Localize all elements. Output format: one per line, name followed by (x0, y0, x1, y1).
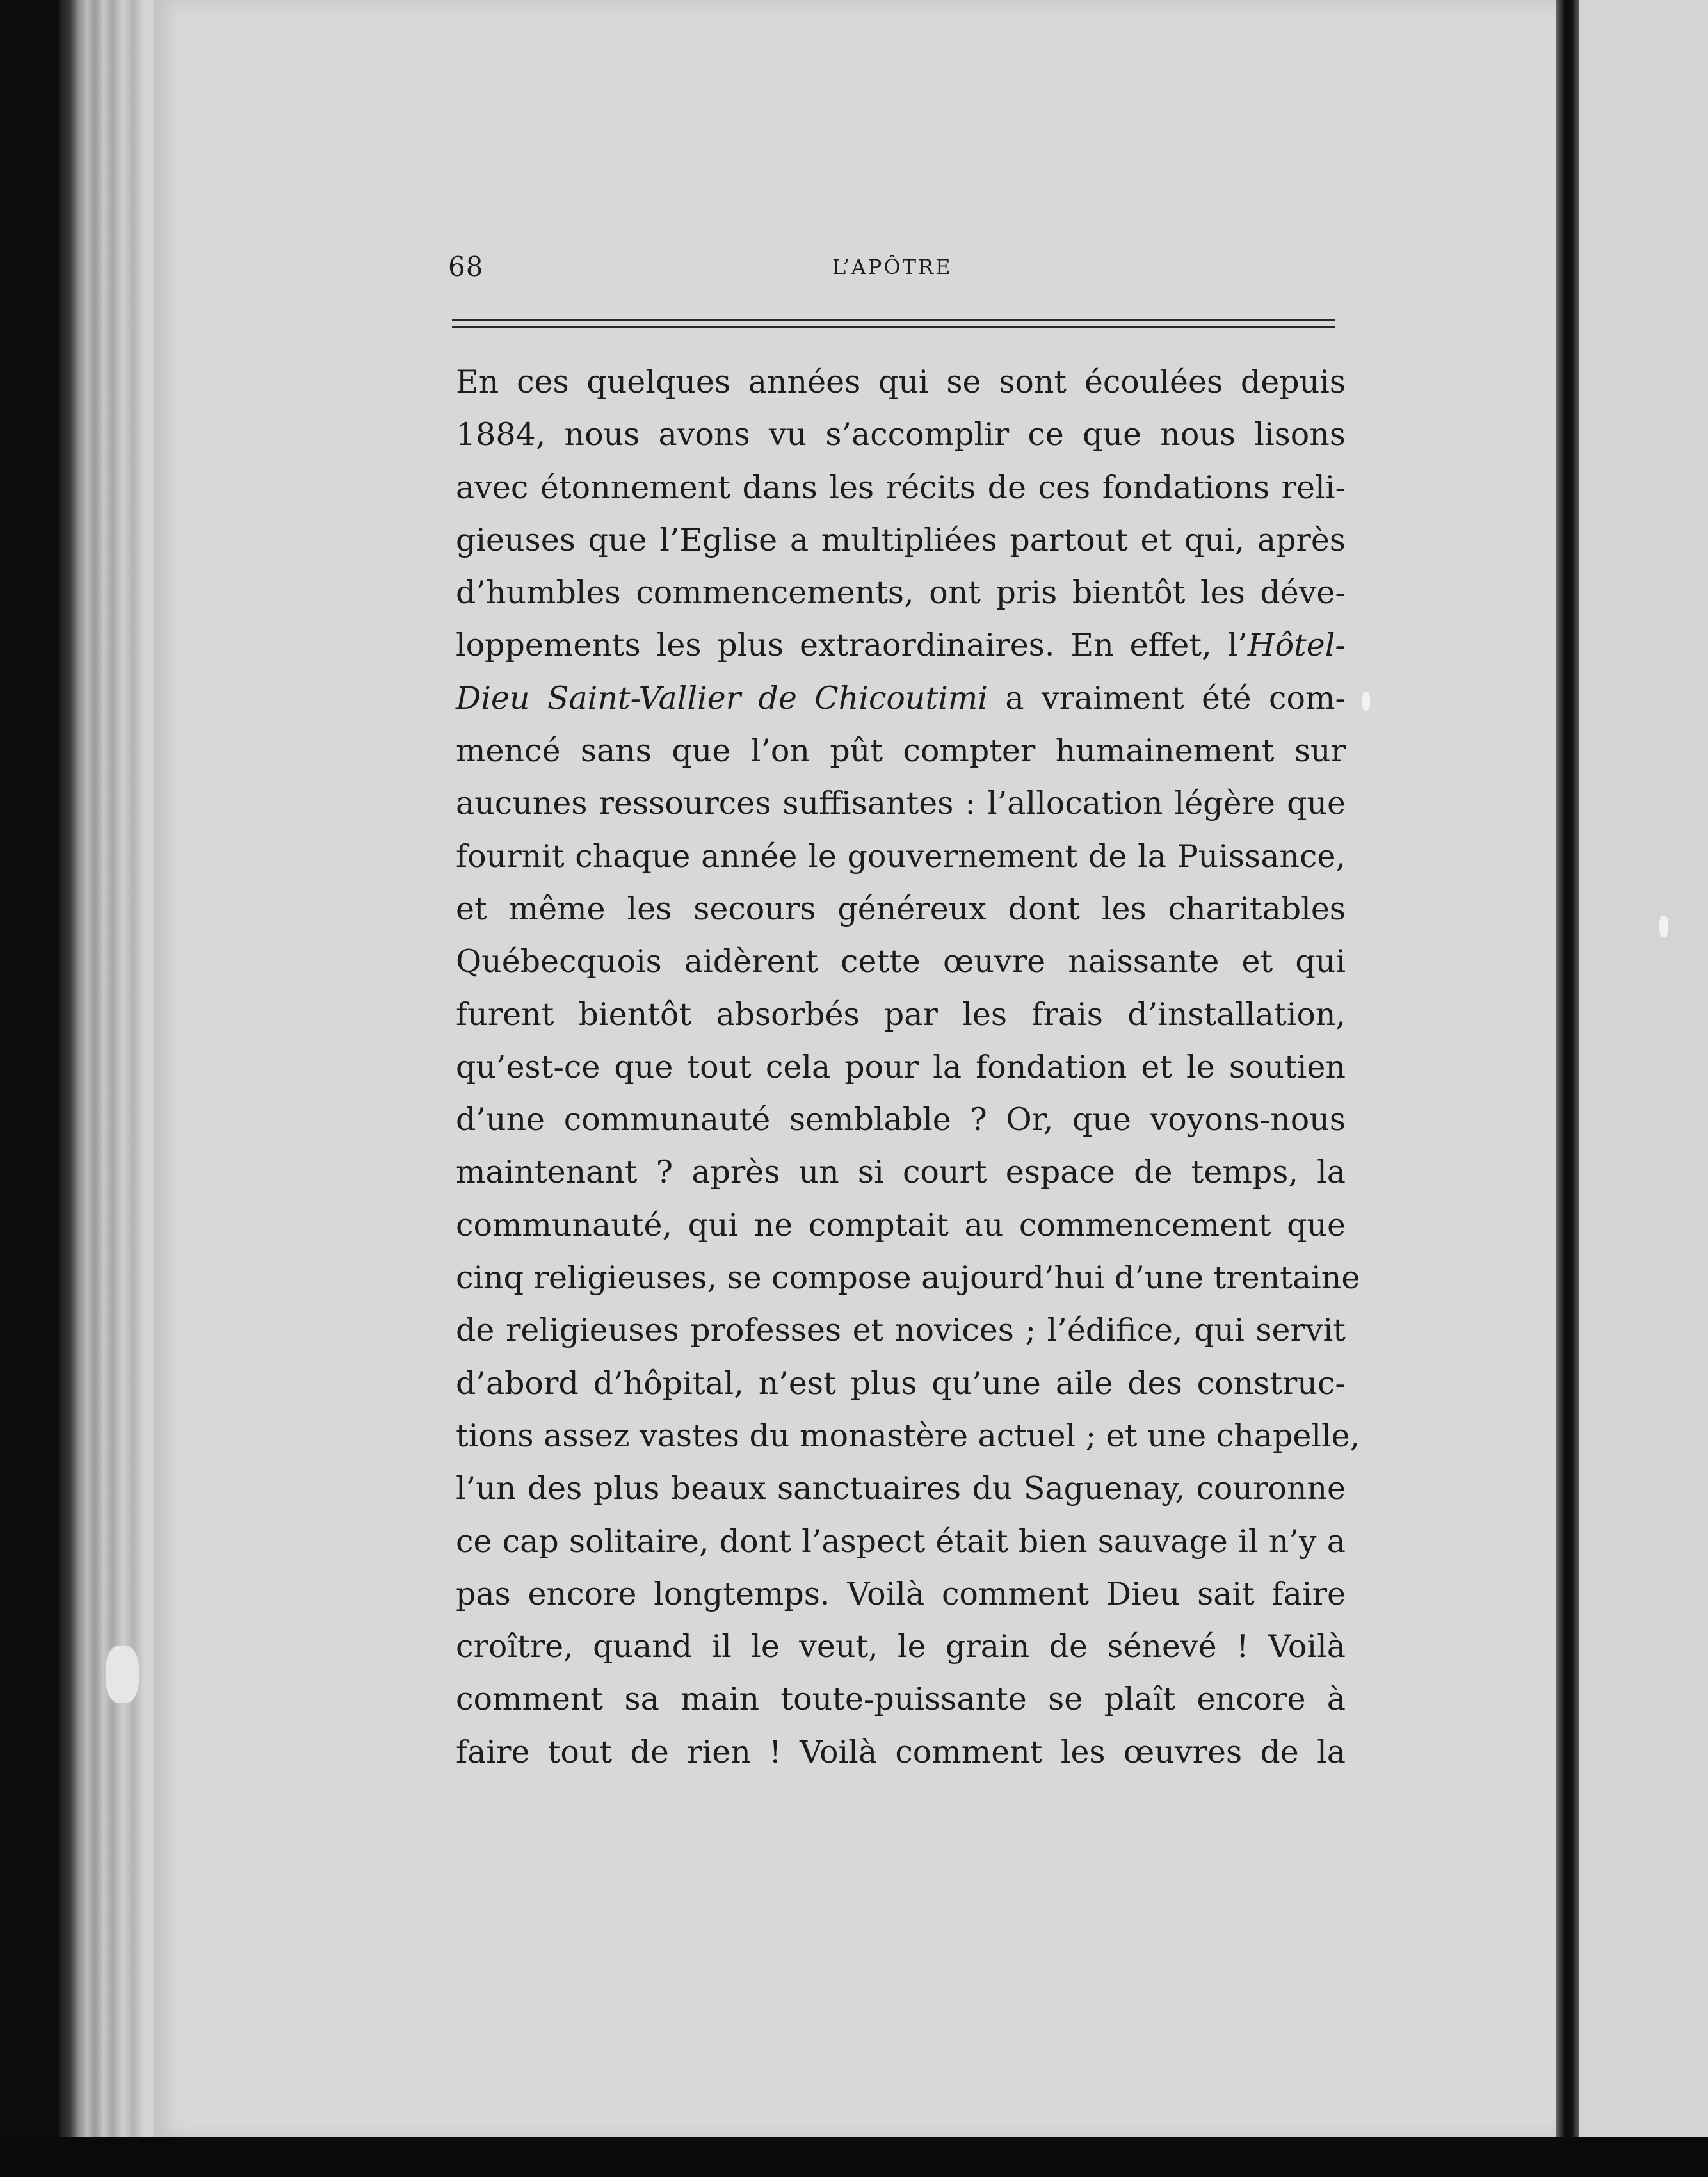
text-line: furent bientôt absorbés par les frais d’installation, (456, 996, 1346, 1033)
facing-page-edge (1579, 0, 1708, 2137)
text-line: gieuses que l’Eglise a multipliées partout et qui, après (456, 521, 1346, 558)
text-line-mixed (456, 619, 1346, 672)
text-line: 1884, nous avons vu s’accomplir ce que nous lisons (456, 416, 1346, 453)
text-line: d’une communauté semblable ? Or, que voyons-nous (456, 1101, 1346, 1138)
text-line: aucunes ressources suffisantes : l’allocation légère que (456, 785, 1346, 822)
text-line: l’un des plus beaux sanctuaires du Saguenay, couronne (456, 1470, 1346, 1507)
text-line: maintenant ? après un si court espace de temps, la (456, 1154, 1346, 1191)
italic-text: Hôtel- (1247, 627, 1346, 664)
text-line: ce cap solitaire, dont l’aspect était bien sauvage il n’y a (456, 1523, 1346, 1560)
page-stack-edge (59, 0, 161, 2139)
running-title: L’APÔTRE (832, 255, 953, 279)
text-line: cinq religieuses, se compose aujourd’hui d’une trentaine (456, 1259, 1360, 1297)
text-line: comment sa main toute-puissante se plaît encore à (456, 1681, 1346, 1718)
text-line: faire tout de rien ! Voilà comment les œuvres de la (456, 1733, 1346, 1770)
text-line: pas encore longtemps. Voilà comment Dieu sait faire (456, 1575, 1346, 1612)
text-segment: a vraiment été com- (1005, 679, 1346, 716)
paper-speck (1362, 692, 1370, 711)
text-line: et même les secours généreux dont les charitables (456, 890, 1346, 927)
paper-speck (106, 1646, 139, 1703)
text-line-mixed (456, 672, 1346, 725)
scan-border (0, 2137, 1708, 2177)
text-line: de religieuses professes et novices ; l’édifice, qui servit (456, 1312, 1346, 1349)
italic-text: Dieu Saint-Vallier de Chicoutimi (456, 679, 988, 716)
book-gutter (1556, 0, 1579, 2177)
text-line: En ces quelques années qui se sont écoulées depuis (456, 364, 1346, 400)
page-number: 68 (448, 251, 484, 282)
header-rule (452, 319, 1335, 328)
paper-speck (1659, 916, 1668, 937)
text-line: Québecquois aidèrent cette œuvre naissante et qui (456, 943, 1346, 980)
text-line: mencé sans que l’on pût compter humainement sur (456, 732, 1346, 770)
text-line: croître, quand il le veut, le grain de sénevé ! Voilà (456, 1628, 1346, 1665)
text-line: fournit chaque année le gouvernement de la Puissance, (456, 838, 1346, 875)
text-line: d’humbles commencements, ont pris bientôt les déve- (456, 574, 1346, 611)
text-line: communauté, qui ne comptait au commencement que (456, 1206, 1346, 1243)
text-line: qu’est-ce que tout cela pour la fondation et le soutien (456, 1048, 1346, 1085)
page-header (448, 251, 1338, 289)
text-segment: loppements les plus extraordinaires. En effet, l’ (456, 627, 1248, 664)
text-line: d’abord d’hôpital, n’est plus qu’une aile des construc- (456, 1364, 1346, 1402)
text-line: tions assez vastes du monastère actuel ; et une chapelle, (456, 1417, 1360, 1454)
text-line: avec étonnement dans les récits de ces fondations reli- (456, 469, 1346, 506)
body-text (456, 356, 1360, 1779)
